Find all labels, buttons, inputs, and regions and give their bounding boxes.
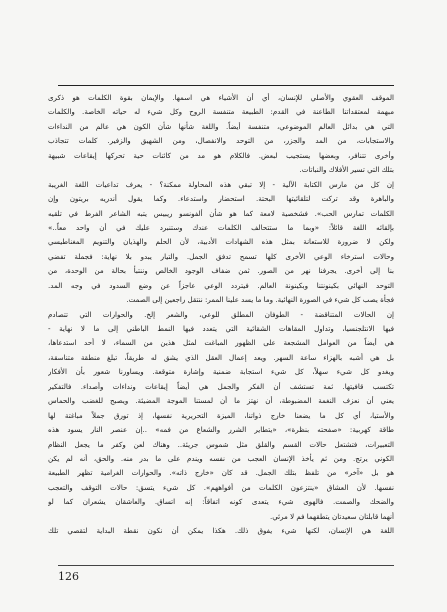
text-line: طاقة كهربية: «صفحته بنظرة»، «يتطاير الشرر والشعاع من فمه» ..إن عنصر النار يسود هذه <box>48 425 394 435</box>
text-line: يعني أن نعزف النغمة المضبوطة، أن نهتز ما أن لمستنا الموجة المضيئة. ويصبح للغضب والحماس <box>48 396 394 406</box>
text-line: هي أيضاً من العوامل المشجعة على الظهور المباغت لمثل هذين من السماء، لا أحد استدعاها، <box>48 338 394 348</box>
text-line: والاستجابات، من المد والجزر، من التوحد والانفصال، ومن الشهيق والزفير. كلمات تتجاذب <box>48 136 394 146</box>
text-line: فيها الانتلجنسيا، وتداول المقاهات الشقائية التي يتعدد فيها النمط الباطني إلى ما لا نهاية - <box>48 324 394 333</box>
text-line: أنهما قابلتان سعيدتان يتطقهما فم لا مرئي. <box>269 511 394 521</box>
text-line: والضحك والصمت. فالهوى شيء يتعدى كونه اتفاقاً: إنه اتساق. والعاشقان يشعران كما لو <box>48 497 394 507</box>
text-line: هو بل «آخر» من تلفظ بتلك الجمل. قد كان «خارج ذاته». والحوارات الغرامية تظهر الطبيعة <box>48 468 394 478</box>
text-line: التي هي بدائل العالم الموضوعي، متنفسة أيضاً. واللغة شأنها شأن الكون هي عالم من النداءات <box>48 121 394 131</box>
text-line: والباهرة وقد تركت لتلقائيتها البحتة. استحضار واستدعاء. وكما يقول أندريه بريتون وإن <box>48 194 394 204</box>
text-line: اللغة هي الإنسان، لكنها شيء يفوق ذلك. هكذا يمكن أن نكون نقطة البداية لتقصي تلك <box>48 526 394 536</box>
text-line: التوحد النهائي بكينونتنا وبكينونة العالم. فيتردد الوعي عاجزاً عن وضع السدود في وجه المد. <box>48 280 394 290</box>
text-line: تكتسب قافيتها. ثمة تستشف أن الفكر والجمل هي أيضاً إيقاعات ونداءات وأصداء. فالتفكير <box>48 381 394 391</box>
text-line: ويغدو كل شيء سهلاً، كل شيء استجابة ضمنية وإشارة متوقعة. ويساورنا شعور بأن الأفكار <box>48 367 394 377</box>
body-text <box>48 91 394 539</box>
page-number: 126 <box>58 570 79 583</box>
text-line: والأستيا، أي كل ما يضعنا خارج ذواتنا، الميزة التحريرية نفسها، إذ تورق جملاً مباغتة لها <box>48 410 394 420</box>
text-line: إن الحالات المتناقضة - الطوفان المطلق للوعي، والشعر إلخ. والحوارات التي تتصادم <box>48 309 394 319</box>
header-rule <box>58 85 394 86</box>
text-line: فجأة يصب كل شيء في الصورة النهائية. وما ما يسد علينا الممر: ننتقل راجعين إلى الصمت. <box>126 295 394 305</box>
text-line: بل هي أشبه بالهزاء ساعة السهر. ويعد إعمال العقل الذي يشق له طريقاً، تبلغ منطقة متناسقة، <box>48 352 394 362</box>
text-line: التعبيرات، فتشتعل حالات القسم والقلق مثل شموس جريئة.. وهناك لعن وكفر ما يجعل النظام <box>48 439 394 449</box>
text-line: وأخرى تتنافر، وبعضها يستجيب لبعض. فالكلام هو مد من كائنات حية تحركها إيقاعات شبيهة <box>48 150 394 160</box>
text-line: بتلك التي تسير الأفلاك والنباتات. <box>299 165 394 175</box>
text-line: الموقف العقوي والأصلي للإنسان، أي أن الأشياء هي اسمها. والإيمان بقوة الكلمات هو ذكرى <box>48 93 394 102</box>
text-line: وحالات استرخاء الوعي الأخرى كلها تسمح تدفق الجمل. والتيار يبدو بلا نهاية: فجملة تفضي <box>48 251 394 261</box>
text-line: إن كل من مارس الكتابة الآلية - إلا تبقي هذه المحاولة ممكنة؟ - يعرف تداعيات اللغة الغريبة <box>48 179 394 189</box>
footer-rule <box>58 565 394 566</box>
text-line: ولكن لا ضرورة للاستعانة بمثل هذه الشهادات الأدبية، لأن الحلم والهذيان والتنويم المغناطيسي <box>48 237 394 247</box>
text-line: مبهمة لمعتقداتنا الطاعنة في القدم: الطبيعة متنفسة الروح وكل شيء له حياته الخاصة. والكلمات <box>48 107 394 117</box>
text-line: بنا إلى أخرى. يجرفنا نهر من الصور. ثمن ضفاف الوجود الخالص وننتبأ بحالة من الوحدة، من <box>48 266 394 276</box>
text-line: الكوني يرتج. ومن ثم يأخذ الإنسان العجب من نفسه ويندم على ما بدر منه. والحق، أنه لم يكن <box>48 453 394 463</box>
text-line: بإلقائه اللغة قائلاً: «وبما ما ستتحالف الكلمات عندك وستنبرد عليك في أن واحد معاً..» <box>48 222 394 232</box>
text-line: نفسها. لأن العشاق «ينتزعون الكلمات من أفواههم». كل شيء يتسق: حالات التوقف والتعجب <box>48 482 394 492</box>
text-line: الكلمات تمارس الحب». فشخصية لامعة كما هو شأن ألفونسو ريبيس يتبه الشاعر الفرط في تلقيه <box>48 208 394 218</box>
